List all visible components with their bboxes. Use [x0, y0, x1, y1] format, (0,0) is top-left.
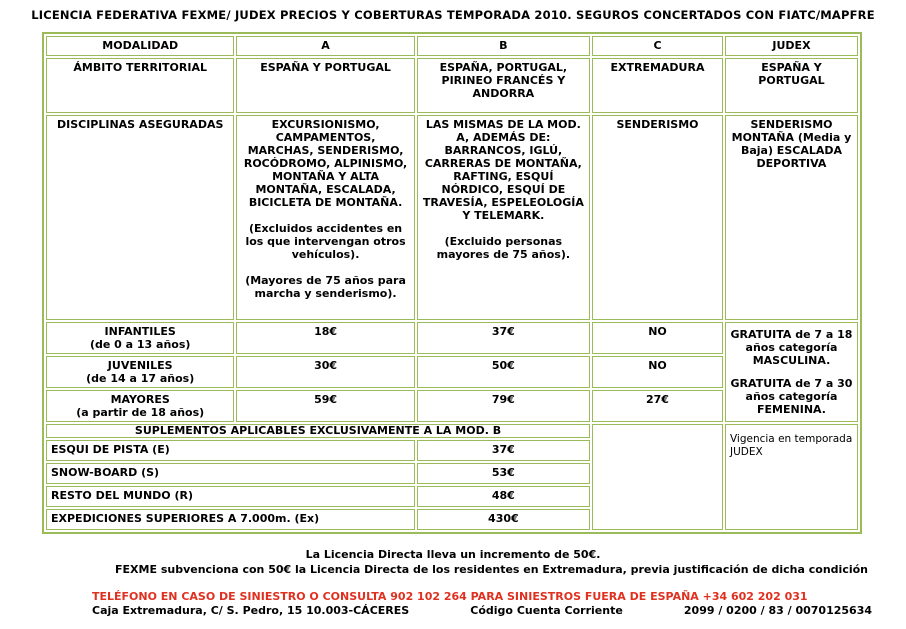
account-number: 2099 / 0200 / 83 / 0070125634	[683, 604, 872, 617]
footer-line-2: FEXME subvenciona con 50€ la Licencia Directa de los residentes en Extremadura, previa justificación de dicha condición	[115, 563, 868, 576]
categoria-row	[46, 322, 858, 354]
vigencia-cell	[725, 424, 858, 530]
categoria-price-b: 79€	[417, 390, 590, 422]
judex-notes	[725, 322, 858, 422]
bank-address: Caja Extremadura, C/ S. Pedro, 15 10.003-CÁCERES	[92, 604, 410, 617]
categoria-price-a: 18€	[236, 322, 414, 354]
ambito-judex: ESPAÑA Y PORTUGAL	[725, 58, 858, 113]
suplemento-price: 430€	[417, 509, 590, 530]
categoria-range: (a partir de 18 años)	[76, 406, 205, 419]
categoria-label	[46, 322, 234, 354]
ambito-a: ESPAÑA Y PORTUGAL	[236, 58, 414, 113]
header-c: C	[592, 36, 723, 56]
categoria-price-c: 27€	[592, 390, 723, 422]
header-judex: JUDEX	[725, 36, 858, 56]
categoria-name: MAYORES	[110, 393, 170, 406]
account-label: Código Cuenta Corriente	[470, 604, 623, 617]
suplemento-label: ESQUI DE PISTA (E)	[46, 440, 415, 461]
ambito-b: ESPAÑA, PORTUGAL, PIRINEO FRANCÉS Y ANDORRA	[417, 58, 590, 113]
categoria-price-b: 50€	[417, 356, 590, 388]
categoria-price-c: NO	[592, 322, 723, 354]
suplemento-label: SNOW-BOARD (S)	[46, 463, 415, 484]
suplemento-label: EXPEDICIONES SUPERIORES A 7.000m. (Ex)	[46, 509, 415, 530]
disciplinas-a-note1: (Excluidos accidentes en los que intervengan otros vehículos).	[245, 222, 406, 261]
categoria-range: (de 0 a 13 años)	[89, 338, 191, 351]
suplemento-price: 37€	[417, 440, 590, 461]
footer-line-1: La Licencia Directa lleva un incremento de 50€.	[305, 548, 601, 561]
footer-bank	[92, 604, 872, 617]
suplementos-header-row	[46, 424, 858, 438]
disciplinas-judex: SENDERISMO MONTAÑA (Media y Baja) ESCALADA DEPORTIVA	[725, 115, 858, 320]
categoria-range: (de 14 a 17 años)	[86, 372, 195, 385]
disciplinas-a-main: EXCURSIONISMO, CAMPAMENTOS, MARCHAS, SENDERISMO, ROCÓDROMO, ALPINISMO, MONTAÑA Y ALTA MONTAÑA, ESCALADA, BICICLETA DE MONTAÑA.	[243, 118, 408, 209]
footer-phone: TELÉFONO EN CASO DE SINIESTRO O CONSULTA 902 102 264 PARA SINIESTROS FUERA DE ESPAÑA +34 602 202 031	[92, 590, 808, 603]
categoria-price-a: 59€	[236, 390, 414, 422]
categoria-label	[46, 356, 234, 388]
page-title: LICENCIA FEDERATIVA FEXME/ JUDEX PRECIOS Y COBERTURAS TEMPORADA 2010. SEGUROS CONCERTADOS CON FIATC/MAPFRE	[31, 8, 875, 22]
categoria-name: JUVENILES	[107, 359, 173, 372]
header-a: A	[236, 36, 414, 56]
suplementos-header: SUPLEMENTOS APLICABLES EXCLUSIVAMENTE A LA MOD. B	[46, 424, 590, 438]
categoria-name: INFANTILES	[104, 325, 176, 338]
disciplinas-row	[46, 115, 858, 320]
disciplinas-label: DISCIPLINAS ASEGURADAS	[46, 115, 234, 320]
ambito-label: ÁMBITO TERRITORIAL	[46, 58, 234, 113]
judex-note-fem: GRATUITA de 7 a 30 años categoría FEMENINA.	[730, 377, 853, 416]
empty-cell-c	[592, 424, 723, 530]
judex-vigencia: Vigencia en temporada JUDEX	[729, 433, 853, 458]
suplemento-price: 53€	[417, 463, 590, 484]
categoria-price-a: 30€	[236, 356, 414, 388]
header-modalidad: MODALIDAD	[46, 36, 234, 56]
categoria-price-b: 37€	[417, 322, 590, 354]
disciplinas-a-note2: (Mayores de 75 años para marcha y senderismo).	[245, 274, 406, 300]
header-row	[46, 36, 858, 56]
ambito-row	[46, 58, 858, 113]
judex-note-masc: GRATUITA de 7 a 18 años categoría MASCULINA.	[730, 328, 853, 367]
suplemento-label: RESTO DEL MUNDO (R)	[46, 486, 415, 507]
categoria-label	[46, 390, 234, 422]
categoria-price-c: NO	[592, 356, 723, 388]
disciplinas-a	[236, 115, 414, 320]
ambito-c: EXTREMADURA	[592, 58, 723, 113]
coverage-table	[42, 32, 862, 534]
header-b: B	[417, 36, 590, 56]
disciplinas-c: SENDERISMO	[592, 115, 723, 320]
suplemento-price: 48€	[417, 486, 590, 507]
disciplinas-b	[417, 115, 590, 320]
disciplinas-b-main: LAS MISMAS DE LA MOD. A, ADEMÁS DE: BARRANCOS, IGLÚ, CARRERAS DE MONTAÑA, RAFTING, ESQUÍ NÓRDICO, ESQUÍ DE TRAVESÍA, ESPELEOLOGÍA Y TELEMARK.	[422, 118, 584, 222]
disciplinas-b-note: (Excluido personas mayores de 75 años).	[436, 235, 571, 261]
